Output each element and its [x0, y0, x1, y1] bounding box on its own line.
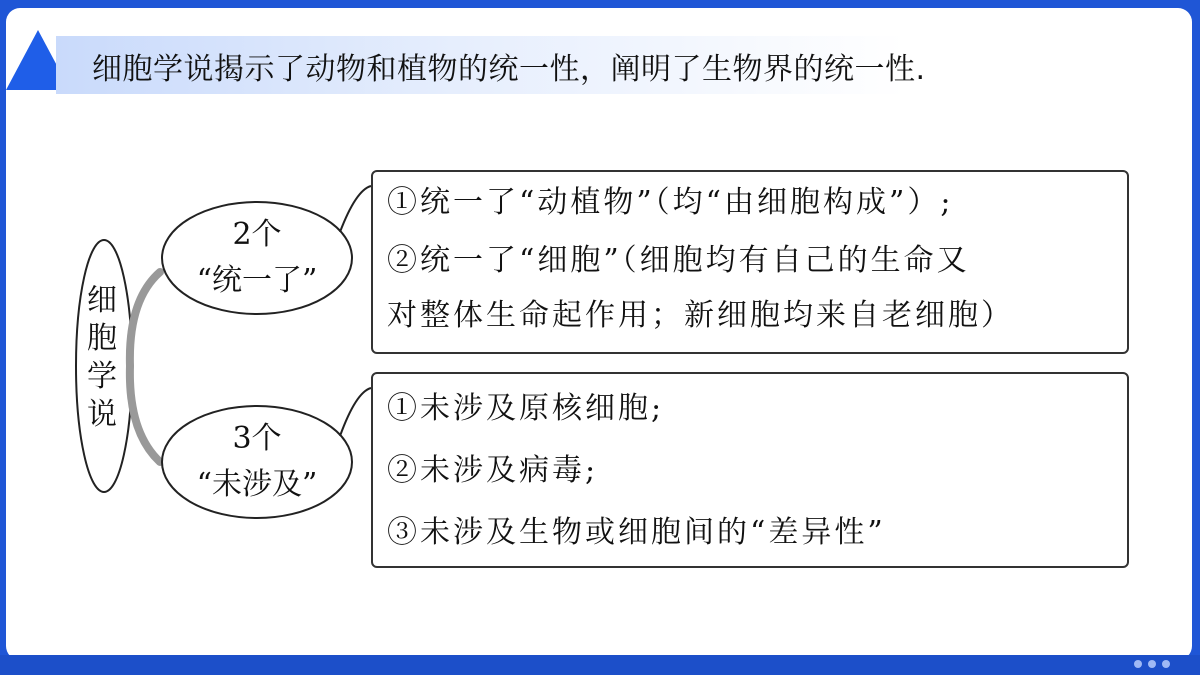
branch-2-box — [371, 372, 1129, 568]
branch-1-label — [162, 212, 352, 304]
root-label: 细胞学说 — [87, 283, 117, 432]
brace-connector — [130, 272, 160, 462]
branch-2-item-2: ②未涉及病毒; — [387, 453, 599, 488]
branch-2-label-line2: “未涉及” — [196, 467, 318, 502]
branch-2-label-line1: 3个 — [232, 421, 282, 456]
slide-title: 细胞学说揭示了动物和植物的统一性，阐明了生物界的统一性. — [92, 52, 926, 87]
branch-1-item-2: ②统一了“细胞”（细胞均有自己的生命又 — [387, 243, 970, 278]
branch-2-label — [162, 416, 352, 508]
branch-1-label-line1: 2个 — [232, 217, 282, 252]
branch-2-item-1: ①未涉及原核细胞; — [387, 391, 665, 426]
branch-2-item-3: ③未涉及生物或细胞间的“差异性” — [387, 515, 886, 550]
branch-1-box — [371, 170, 1129, 354]
branch-1-item-3: 对整体生命起作用；新细胞均来自老细胞） — [387, 298, 1014, 333]
branch-1-item-1: ①统一了“动植物”（均“由细胞构成”）; — [387, 185, 954, 220]
branch-1-label-line2: “统一了” — [196, 263, 318, 298]
